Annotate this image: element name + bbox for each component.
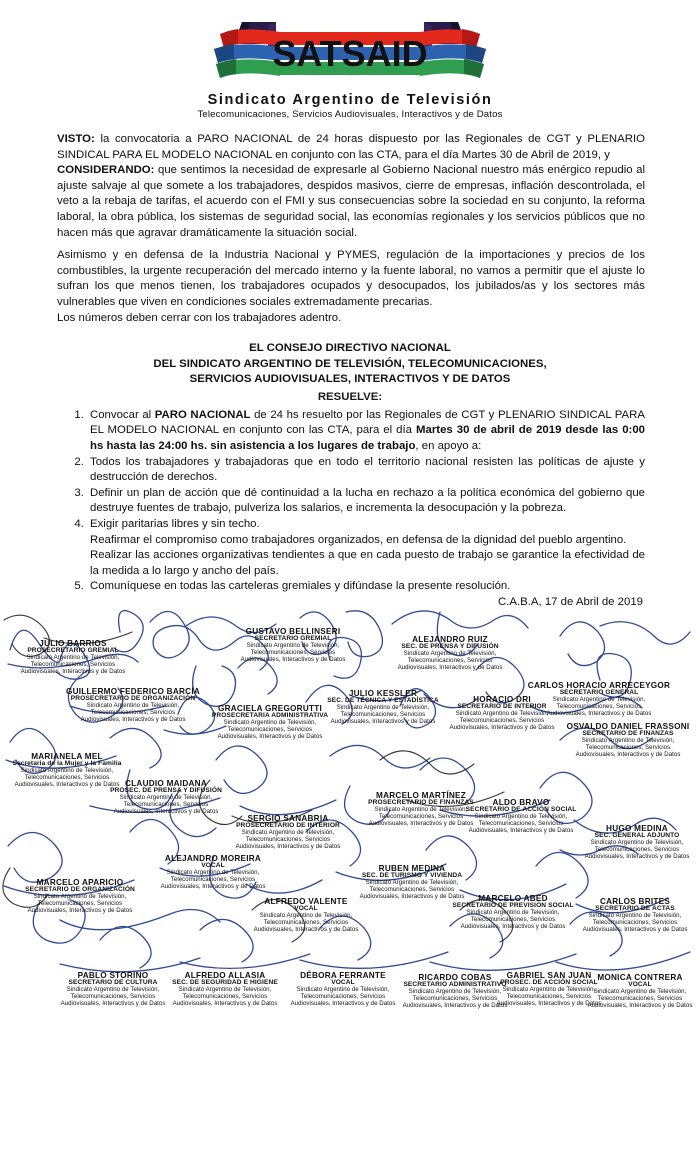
signature-block [313,690,453,726]
signature-org-line-1: Sindicato Argentino de Televisión, [455,710,549,718]
signature-org-line-3: Audiovisuales, Interactivos y de Datos [402,1001,508,1009]
paragraph-visto [57,132,645,163]
resolutions-list [57,408,645,595]
signature-org-line-1: Sindicato Argentino de Televisión, [66,986,160,994]
signature-org-line-2: Telecomunicaciones, Servicios [470,916,556,924]
signature-role: SECRETARIO ADMINISTRATIVO [403,981,507,989]
signature-name: ALFREDO ALLASIA [184,970,266,980]
signature-role: VOCAL [294,905,318,913]
signature-block [237,898,375,934]
resolution-item-3 [87,486,645,517]
signature-org-line-1: Sindicato Argentino de Televisión, [166,869,260,877]
signature-org-line-3: Audiovisuales, Interactivos y de Datos [20,667,126,675]
signature-name: ALEJANDRO RUIZ [412,634,488,644]
signature-org-line-1: Sindicato Argentino de Televisión, [581,737,675,745]
signature-org-line-3: Audiovisuales, Interactivos y de Datos [575,750,681,758]
resolution-span: Definir un plan de acción que dé continuidad a la lucha en rechazo a la política económica del gobierno que destruye fuentes de trabajo, pulveriza los salarios, e incrementa la desocupación y la pobreza. [90,486,645,515]
signature-name: CLAUDIO MAIDANA [125,778,207,788]
signature-name: ALEJANDRO MOREIRA [164,853,262,863]
signature-role: PROSECRETARIO DE FINANZAS [368,799,474,807]
signature-role: SEC. DE SEGURIDAD E HIGIENE [172,979,278,987]
signature-block [570,974,700,1010]
signature-org-line-3: Audiovisuales, Interactivos y de Datos [80,715,186,723]
signature-name: SERGIO SANABRIA [247,813,329,823]
signature-block [437,696,567,732]
signature-org-line-3: Audiovisuales, Interactivos y de Datos [14,780,120,788]
signature-org-line-3: Audiovisuales, Interactivos y de Datos [546,709,652,717]
signature-org-line-3: Audiovisuales, Interactivos y de Datos [496,999,602,1007]
signature-role: SEC. DE TURISMO Y VIVIENDA [361,872,463,880]
resuelve-label: RESUELVE: [317,391,383,404]
signature-org-line-2: Telecomunicaciones, Servicios [90,709,176,717]
signature-name: MONICA CONTRERA [597,972,683,982]
signature-role: VOCAL [201,862,225,870]
signature-org-line-3: Audiovisuales, Interactivos y de Datos [235,842,341,850]
satsaid-logo-text: SATSAID [272,33,428,74]
signature-org-line-2: Telecomunicaciones, Servicios [407,657,493,665]
paragraph-spacer [57,241,645,248]
resolution-span: de 24 hs resuelto por las Regionales de CGT y PLENARIO SINDICAL PARA EL MODELO NACIONAL en conjunto con las CTA, para el día [90,408,645,437]
signature-role: SEC. GENERAL ADJUNTO [594,832,680,840]
signature-org-line-2: Telecomunicaciones, Servicios [245,836,331,844]
signature-role: SEC. DE TÉCNICA Y ESTADÍSTICA [327,697,439,705]
signature-org-line-1: Sindicato Argentino de Televisión, [552,696,646,704]
signature-org-line-1: Sindicato Argentino de Televisión, [246,642,340,650]
signature-org-line-2: Telecomunicaciones, Servicios [478,820,564,828]
resolution-span: Convocar al [90,408,155,421]
resolution-text [90,579,645,595]
signature-role: PROSECRETARIO DE ORGANIZACIÓN [70,695,196,703]
signature-name: HORACIO DRI [473,694,531,704]
resolution-item-1 [87,408,645,455]
signature-name: GUSTAVO BELLINSERI [245,626,341,636]
signature-block [450,799,592,835]
signature-block [6,879,154,915]
signature-org-line-3: Audiovisuales, Interactivos y de Datos [290,999,396,1007]
signature-org-line-1: Sindicato Argentino de Televisión, [241,829,335,837]
paragraph-asimismo: Asimismo y en defensa de la Industria Nacional y PYMES, regulación de la importaciones y precios de los combustibles, la urgente recuperación del mercado interno y la fuente laboral, no vamos a permitir que el ajuste lo sufran los que menos tienen, los trabajadores ocupados y desocupados, los jubilados/as y los sectores más vulnerables que viven en condiciones sociales extremadamente precarias. [57,249,645,308]
signature-org-line-2: Telecomunicaciones, Servicios [70,993,156,1001]
signature-org-line-2: Telecomunicaciones, Servicios [412,995,498,1003]
satsaid-logo-icon [180,16,520,90]
signature-role: SECRETARIO GREMIAL [254,635,332,643]
signature-name: DÉBORA FERRANTE [300,970,386,980]
visto-text: la convocatoria a PARO NACIONAL de 24 horas dispuesto por las Regionales de CGT y PLENARIO SINDICAL PARA EL MODELO NACIONAL en conjunto con las CTA, para el día Martes 30 de Abril de 2019, y [57,133,645,161]
signature-org-line-2: Telecomunicaciones, Servicios [123,801,209,809]
signature-role: SECRETARIO DE PREVISIÓN SOCIAL [452,902,574,910]
signature-org-line-2: Telecomunicaciones, Servicios [30,661,116,669]
signature-org-line-2: Telecomunicaciones, Servicios [263,919,349,927]
signature-org-line-2: Telecomunicaciones, Servicios [170,876,256,884]
signature-org-line-2: Telecomunicaciones, Servicios [585,744,671,752]
resolution-subparagraph-1: Reafirmar el compromiso como trabajadores organizados, en defensa de la dignidad del pueblo argentino. [90,533,627,546]
resolution-span: Exigir paritarias libres y sin techo. [90,517,260,530]
signature-name: GABRIEL SAN JUAN [506,970,592,980]
signature-org-line-1: Sindicato Argentino de Televisión, [408,988,502,996]
signature-org-line-2: Telecomunicaciones, Servicios [369,886,455,894]
paragraph-considerando [57,163,645,241]
signature-name: RICARDO COBAS [418,972,492,982]
signature-org-line-3: Audiovisuales, Interactivos y de Datos [172,999,278,1007]
signature-org-line-3: Audiovisuales, Interactivos y de Datos [160,882,266,890]
signature-org-line-3: Audiovisuales, Interactivos y de Datos [468,826,574,834]
resolution-span: , en apoyo a: [415,439,482,452]
signature-role: PROSECRETARIA ADMINISTRATIVA [211,712,329,720]
signature-role: PROSECRETARIO DE INTERIOR [236,822,340,830]
signature-role: VOCAL [331,979,355,987]
signature-name: MARCELO MARTÍNEZ [376,790,466,800]
signature-org-line-2: Telecomunicaciones, Servicios [182,993,268,1001]
signature-org-line-1: Sindicato Argentino de Televisión, [33,893,127,901]
signature-block [385,636,515,672]
signature-org-line-3: Audiovisuales, Interactivos y de Datos [27,906,133,914]
signature-org-line-1: Sindicato Argentino de Televisión, [403,650,497,658]
signature-block [228,628,358,664]
signature-block [218,815,358,851]
signature-role: Secretaria de la Mujer y la Familia [12,760,122,768]
signature-org-line-3: Audiovisuales, Interactivos y de Datos [587,1001,693,1009]
signature-role: PROSEC. DE PRENSA Y DIFUSIÓN [110,787,222,795]
signature-name: JULIO BARRIOS [39,638,107,648]
signature-org-line-2: Telecomunicaciones, Servicios [597,995,683,1003]
resolution-text [90,486,645,517]
signature-org-line-2: Telecomunicaciones, Servicios [556,703,642,711]
signature-role: PROSEC. DE ACCIÓN SOCIAL [500,979,598,987]
signature-org-line-1: Sindicato Argentino de Televisión, [590,839,684,847]
considerando-label: CONSIDERANDO: [57,164,155,177]
signature-org-line-1: Sindicato Argentino de Televisión, [374,806,468,814]
signature-org-line-2: Telecomunicaciones, Servicios [227,726,313,734]
signature-org-line-1: Sindicato Argentino de Televisión, [593,988,687,996]
signature-block [58,688,208,724]
signature-org-line-2: Telecomunicaciones, Servicios [340,711,426,719]
signature-org-line-3: Audiovisuales, Interactivos y de Datos [359,892,465,900]
signature-name: CARLOS BRITES [599,896,671,906]
visto-label: VISTO: [57,133,95,145]
signature-block [145,855,281,891]
signature-name: ALFREDO VALENTE [264,896,348,906]
signature-role: SECRETARIO DE FINANZAS [582,730,674,738]
signature-org-line-3: Audiovisuales, Interactivos y de Datos [60,999,166,1007]
signature-org-line-1: Sindicato Argentino de Televisión, [26,654,120,662]
signature-name: MARCELO APARICIO [36,877,124,887]
signature-org-line-2: Telecomunicaciones, Servicios [37,900,123,908]
signature-org-line-1: Sindicato Argentino de Televisión, [502,986,596,994]
signature-org-line-3: Audiovisuales, Interactivos y de Datos [584,852,690,860]
signature-org-line-1: Sindicato Argentino de Televisión, [296,986,390,994]
signature-org-line-1: Sindicato Argentino de Televisión, [86,702,180,710]
signature-org-line-2: Telecomunicaciones, Servicios [459,717,545,725]
signature-org-line-1: Sindicato Argentino de Televisión, [336,704,430,712]
council-heading [0,341,700,387]
signature-block [558,723,698,759]
signature-name: GUILLERMO FEDERICO BARCÍA [65,686,201,696]
signature-org-line-1: Sindicato Argentino de Televisión, [178,986,272,994]
signature-org-line-3: Audiovisuales, Interactivos y de Datos [253,925,359,933]
signature-org-line-1: Sindicato Argentino de Televisión, [474,813,568,821]
signature-role: SECRETARIO DE CULTURA [68,979,158,987]
signature-org-line-3: Audiovisuales, Interactivos y de Datos [217,732,323,740]
signature-org-line-1: Sindicato Argentino de Televisión, [20,767,114,775]
signature-name: GRACIELA GREGORUTTI [217,703,323,713]
signature-role: SECRETARIO DE ACCIÓN SOCIAL [465,806,577,814]
signature-block [92,780,240,816]
signature-org-line-2: Telecomunicaciones, Servicios [378,813,464,821]
signature-role: SECRETARIO DE INTERIOR [457,703,547,711]
paragraph-numeros: Los números deben cerrar con los trabajadores adentro. [57,311,342,324]
organization-name: Sindicato Argentino de Televisión [207,92,493,108]
signature-org-line-1: Sindicato Argentino de Televisión, [588,912,682,920]
signature-block [8,640,138,676]
resolution-span: Todos los trabajadores y trabajadoras que en todo el territorio nacional resisten las políticas de ajuste y destrucción de derechos. [90,455,645,484]
signature-block [573,825,700,861]
council-line-2: DEL SINDICATO ARGENTINO DE TELEVISIÓN, TELECOMUNICACIONES, [153,357,547,370]
signature-name: CARLOS HORACIO ARRECEYGOR [527,680,671,690]
resolution-text [90,455,645,486]
signature-org-line-3: Audiovisuales, Interactivos y de Datos [240,655,346,663]
organization-subtitle: Telecomunicaciones, Servicios Audiovisuales, Interactivos y de Datos [197,109,503,120]
signature-role: SEC. DE PRENSA Y DIFUSIÓN [401,643,499,651]
signature-org-line-2: Telecomunicaciones, Servicios [594,846,680,854]
signature-org-line-3: Audiovisuales, Interactivos y de Datos [582,925,688,933]
place-and-date: C.A.B.A, 17 de Abril de 2019 [497,595,643,608]
signature-org-line-1: Sindicato Argentino de Televisión, [365,879,459,887]
resolution-subparagraph-2: Realizar las acciones organizativas tendientes a que en cada puesto de trabajo se garantice la efectividad de la medida a lo largo y ancho del país. [90,549,645,577]
signature-block [440,895,586,931]
resolution-item-4 [87,517,645,579]
resolution-item-2 [87,455,645,486]
satsaid-logo [180,16,520,90]
signature-role: SECRETARIO DE ORGANIZACIÓN [25,886,135,894]
signature-org-line-3: Audiovisuales, Interactivos y de Datos [449,723,555,731]
council-line-3: SERVICIOS AUDIOVISUALES, INTERACTIVOS Y DE DATOS [189,372,511,385]
signature-org-line-3: Audiovisuales, Interactivos y de Datos [460,922,566,930]
resolution-emphasis: PARO NACIONAL [154,408,251,421]
signature-name: OSVALDO DANIEL FRASSONI [566,721,690,731]
signature-org-line-2: Telecomunicaciones, Servicios [506,993,592,1001]
council-line-1: EL CONSEJO DIRECTIVO NACIONAL [249,342,451,355]
signature-org-line-1: Sindicato Argentino de Televisión, [119,794,213,802]
signature-org-line-2: Telecomunicaciones, Servicios [24,774,110,782]
signature-org-line-1: Sindicato Argentino de Televisión, [466,909,560,917]
resolution-text [90,517,645,533]
signature-org-line-2: Telecomunicaciones, Servicios [300,993,386,1001]
signature-name: MARCELO ABED [478,893,548,903]
signature-role: PROSECRETARIO GREMIAL [27,647,119,655]
signature-block [568,898,700,934]
signature-org-line-2: Telecomunicaciones, Servicios [250,649,336,657]
signature-org-line-3: Audiovisuales, Interactivos y de Datos [368,819,474,827]
signature-name: HUGO MEDINA [606,823,668,833]
document-body [57,132,645,326]
signature-name: JULIO KESSLER [348,688,418,698]
document-header [0,0,700,120]
resolution-emphasis: Martes 30 de abril de 2019 desde las 0:00 hs hasta las 24:00 hs. sin asistencia a los lugares de trabajo [90,424,645,452]
resolution-item-5 [87,579,645,595]
signature-org-line-1: Sindicato Argentino de Televisión, [259,912,353,920]
considerando-text: que sentimos la necesidad de expresarle al Gobierno Nacional nuestro más enérgico repudio al ajuste salvaje al que somete a los trabajadores, despidos masivos, cierre de empresas, inflación descontrolada, el veto a la rebaja de tarifas, el acuerdo con el FMI y sus consecuencias sobre la sociedad en su conjunto, la reforma laboral, la obra pública, los sistemas de seguridad social, las economías regionales y los servicios públicos que no hacen más que agravar dramáticamente la situación social. [57,164,645,239]
resolution-span: Comuníquese en todas las carteleras gremiales y difúndase la presente resolución. [90,580,511,593]
signature-role: SECRETARIO GENERAL [559,689,639,697]
signature-org-line-2: Telecomunicaciones, Servicios [592,919,678,927]
signature-name: RUBEN MEDINA [378,863,446,873]
signature-org-line-3: Audiovisuales, Interactivos y de Datos [397,663,503,671]
signature-org-line-3: Audiovisuales, Interactivos y de Datos [330,717,436,725]
signature-org-line-1: Sindicato Argentino de Televisión, [223,719,317,727]
signature-role: VOCAL [628,981,652,989]
signature-region [0,610,700,1035]
signature-name: ALDO BRAVO [492,797,550,807]
resolution-text [90,408,645,455]
signature-name: MARIANELA MEL [31,751,103,761]
signature-role: SECRETARIO DE ACTAS [595,905,675,913]
signature-name: PABLO STORINO [77,970,149,980]
signature-org-line-3: Audiovisuales, Interactivos y de Datos [113,807,219,815]
